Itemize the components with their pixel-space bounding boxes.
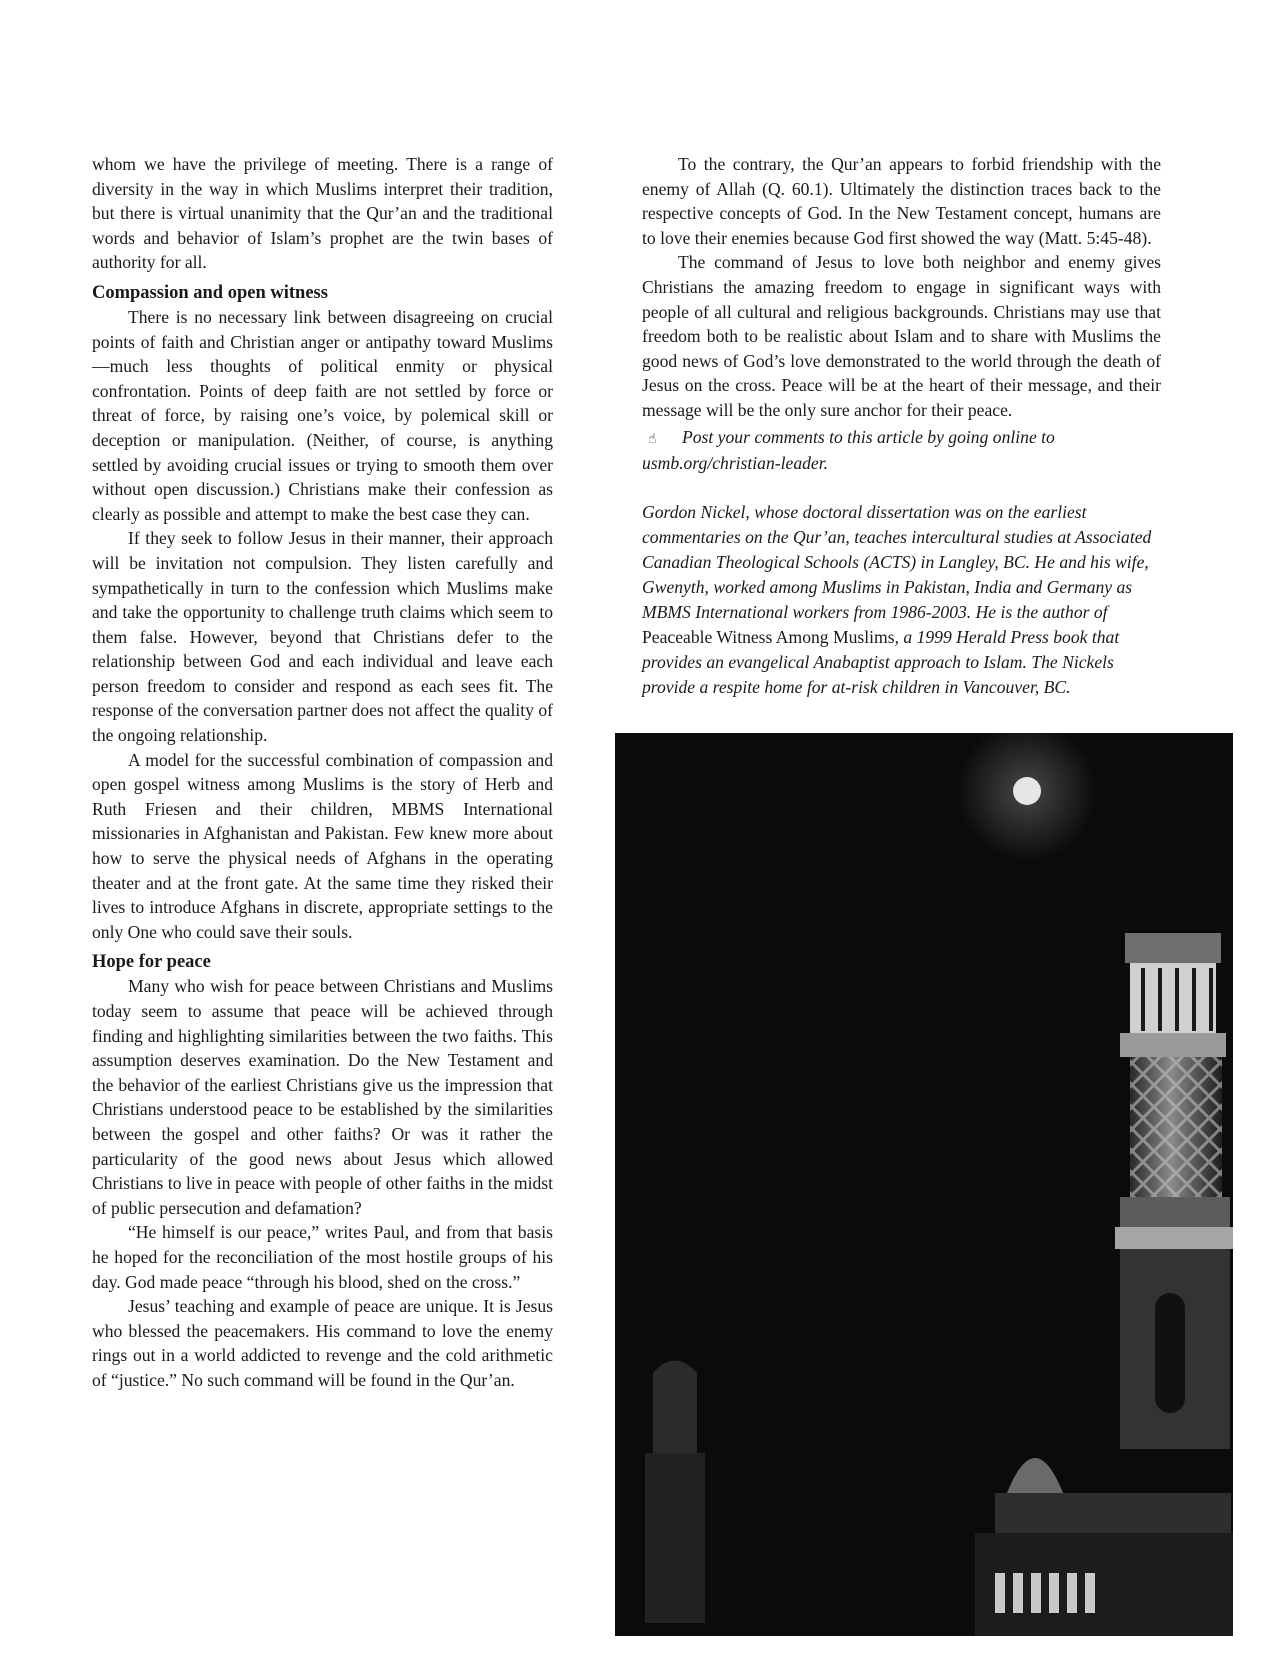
paragraph: A model for the successful combination of compassion and open gospel witness among Muslims is the story of Herb and Ruth Friesen and their children, MBMS International missionaries in Afghanistan and Pakistan. Few knew more about how to serve the physical needs of Afghans in the operating theater and at the front gate. At the same time they risked their lives to introduce Afghans in discrete, appropriate settings to the only One who could save their souls. bbox=[92, 749, 553, 942]
section-heading-hope: Hope for peace bbox=[92, 952, 211, 973]
left-column bbox=[92, 152, 553, 1393]
section-heading-compassion: Compassion and open witness bbox=[92, 282, 328, 303]
post-comments-note bbox=[642, 425, 1161, 476]
minaret-photo bbox=[615, 733, 1233, 1636]
minaret-cap bbox=[1125, 933, 1221, 963]
post-comments-text: Post your comments to this article by going online to bbox=[682, 426, 1055, 447]
minaret-illustration bbox=[615, 733, 1233, 1636]
paragraph: “He himself is our peace,” writes Paul, and from that basis he hoped for the reconciliation of the most hostile groups of his day. God made peace “through his blood, shed on the cross.” bbox=[92, 1222, 553, 1292]
paragraph: If they seek to follow Jesus in their manner, their approach will be invitation not compulsion. They listen carefully and sympathetically in turn to the confession which Muslims make and take the opportunity to challenge truth claims which seem to them false. However, beyond that Christians defer to the relationship between God and each individual and leave each person freedom to consider and respond as each sees fit. The response of the conversation partner does not affect the quality of the ongoing relationship. bbox=[92, 528, 553, 746]
paragraph: To the contrary, the Qur’an appears to forbid friendship with the enemy of Allah (Q. 60.1). Ultimately the distinction traces back to the respective concepts of God. In the New Testament concept, humans are to love their enemies because God first showed the way (Matt. 5:45-48). bbox=[642, 154, 1161, 248]
moon bbox=[1013, 777, 1041, 805]
pointing-hand-icon: ☝ bbox=[648, 430, 657, 447]
paragraph: Many who wish for peace between Christians and Muslims today seem to assume that peace will be achieved through finding and highlighting similarities between the two faiths. This assumption deserves examination. Do the New Testament and the behavior of the earliest Christians give us the impression that Christians understood peace to be established by the similarities between the gospel and other faiths? Or was it rather the particularity of the good news about Jesus which allowed Christians to live in peace with people of other faiths in the midst of public persecution and defamation? bbox=[92, 976, 553, 1218]
paragraph: The command of Jesus to love both neighbor and enemy gives Christians the amazing freedom to engage in significant ways with people of all cultural and religious backgrounds. Christians may use that freedom both to be realistic about Islam and to share with Muslims the good news of God’s love demonstrated to the world through the death of Jesus on the cross. Peace will be at the heart of their message, and their message will be the only sure anchor for their peace. bbox=[642, 252, 1161, 420]
paragraph: There is no necessary link between disagreeing on crucial points of faith and Christian anger or antipathy toward Muslims—much less thoughts of political enmity or physical confrontation. Points of deep faith are not settled by force or threat of force, by raising one’s voice, by polemical skill or deception or manipulation. (Neither, of course, is anything settled by avoiding crucial issues or trying to smooth them over without open discussion.) Christians make their confession as clearly as possible and attempt to make the best case they can. bbox=[92, 306, 553, 524]
paragraph: whom we have the privilege of meeting. There is a range of diversity in the way in which Muslims interpret their tradition, but there is virtual unanimity that the Qur’an and the traditional words and behavior of Islam’s prophet are the twin bases of authority for all. bbox=[92, 154, 553, 273]
author-bio: Gordon Nickel, whose doctoral dissertation was on the earliest commentaries on the Qur’an, teaches intercultural studies at Associated Canadian Theological Schools (ACTS) in Langley, BC. He and his wife, Gwenyth, worked among Muslims in Pakistan, India and Germany as MBMS International workers from 1986-2003. He is the author of Peaceable Witness Among Muslims, a 1999 Herald Press book that provides an evangelical Anabaptist approach to Islam. The Nickels provide a respite home for at-risk children in Vancouver, BC. bbox=[642, 501, 1152, 697]
right-column bbox=[642, 152, 1161, 700]
book-title: Peaceable Witness Among Muslims bbox=[642, 626, 895, 647]
paragraph: Jesus’ teaching and example of peace are unique. It is Jesus who blessed the peacemakers. His command to love the enemy rings out in a world addicted to revenge and the cold arithmetic of “justice.” No such command will be found in the Qur’an. bbox=[92, 1296, 553, 1390]
post-comments-link[interactable]: usmb.org/christian-leader. bbox=[642, 453, 829, 474]
